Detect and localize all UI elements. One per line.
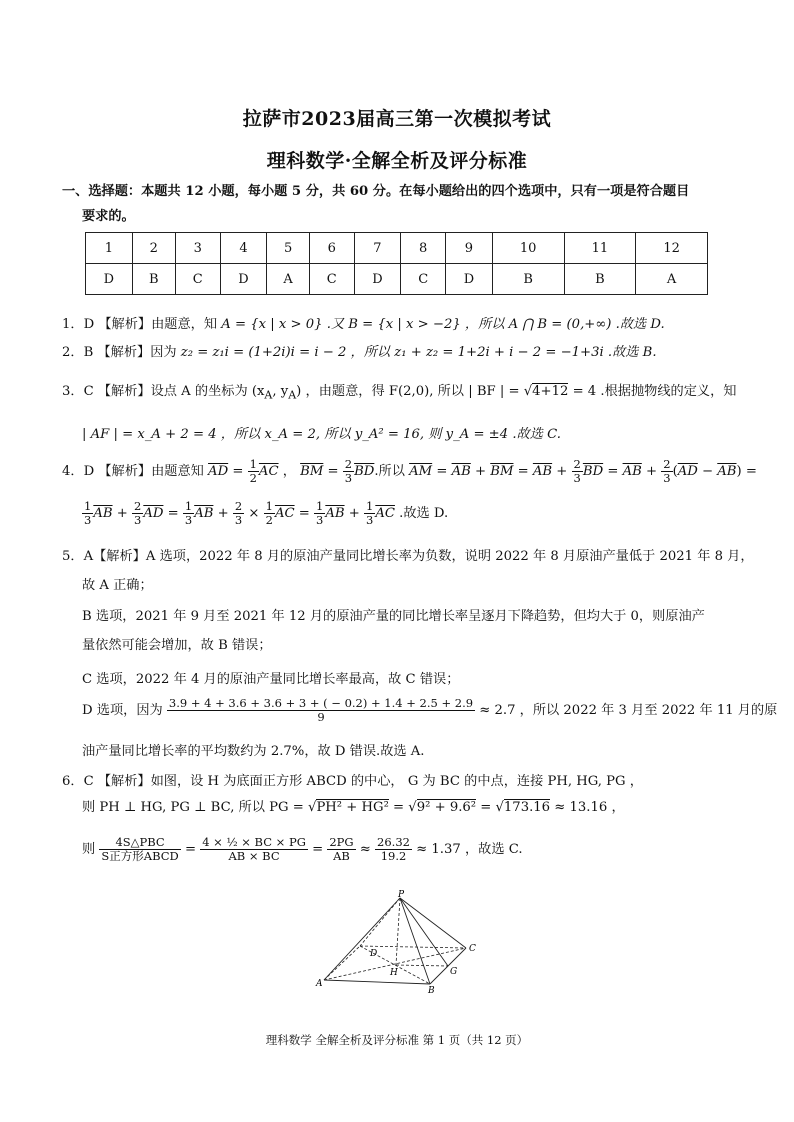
edge-ab — [324, 980, 430, 984]
answer-table-answer-cell: C — [401, 264, 446, 295]
answer-table-number-row — [86, 233, 708, 264]
segment-pg — [400, 898, 448, 966]
q5-line1: 5．A【解析】A 选项，2022 年 8 月的原油产量同比增长率为负数，说明 2022 年 8 月原油产量低于 2021 年 8 月， — [62, 549, 754, 564]
answer-table-number-cell: 4 — [220, 233, 267, 264]
q1-expr: A = {x | x > 0} .又 B = {x | x > −2} ，所以 A ⋂ B = (0,+∞) .故选 D. — [221, 317, 665, 332]
q6-frac4-num: 26.32 — [377, 835, 410, 849]
label-c: C — [469, 944, 476, 954]
q6-frac4-den: 19.2 — [380, 849, 407, 864]
q6-frac3-den: AB — [333, 849, 350, 864]
page-title: 拉萨市2023届高三第一次模拟考试 — [242, 108, 552, 130]
q3-text-e: ) ，由题意，得 F(2,0), 所以 | BF | = — [296, 384, 524, 399]
page-footer: 理科数学 全解全析及评分标准 第 1 页（共 12 页） — [265, 1033, 529, 1047]
answer-table-answer-cell: D — [354, 264, 401, 295]
answer-table-number-cell: 2 — [132, 233, 175, 264]
answer-table-number-cell: 5 — [267, 233, 309, 264]
answer-table-number-cell: 12 — [636, 233, 708, 264]
edge-pd-hidden — [360, 898, 400, 946]
q6-sqrt2: 9² + 9.6² — [416, 800, 477, 815]
answer-table-answer-cell: D — [86, 264, 133, 295]
q6-l2-b: = — [388, 800, 409, 815]
q6-line3: 则 $\frac{\text{4S△PBC}}{\text{S正方形ABCD}}$ = $\frac{\text{4 × ½ × BC × PG}}{AB \times BC}$ = $\frac{2PG}{AB}$ ≈ $\frac{26.32}{19.2}$ ≈ 1.37 ，故选 C. — [82, 835, 523, 864]
label-a: A — [316, 979, 323, 989]
answer-table-number-cell: 10 — [492, 233, 564, 264]
segment-hg-hidden — [396, 965, 448, 966]
q5-line5: C 选项，2022 年 4 月的原油产量同比增长率最高，故 C 错误； — [82, 672, 460, 687]
section-heading-cont: 要求的。 — [82, 209, 135, 224]
edge-dc-hidden — [360, 946, 466, 948]
q1-lead: 1．D 【解析】由题意，知 — [62, 317, 222, 332]
q6-l2-c: = — [476, 800, 496, 815]
answer-table-number-cell: 8 — [401, 233, 446, 264]
q5-line7: 油产量同比增长率的平均数约为 2.7%，故 D 错误.故选 A. — [82, 744, 425, 759]
q5-fraction — [167, 697, 475, 724]
q5-line4: 量依然可能会增加，故 B 错误； — [82, 638, 272, 653]
q5-frac-num: 3.9 + 4 + 3.6 + 3.6 + 3 + ( − 0.2) + 1.4 + 2.5 + 2.9 — [168, 696, 474, 710]
edge-pc — [400, 898, 466, 948]
label-h: H — [390, 968, 398, 978]
answer-table-answer-cell: D — [446, 264, 493, 295]
q3-solution-line2: | AF | = x_A + 2 = 4 ，所以 x_A = 2, 所以 y_A² = 16, 则 y_A = ±4 .故选 C. — [82, 427, 561, 442]
q3-sqrt: 4+12 — [532, 384, 569, 399]
q6-sqrt3: 173.16 — [503, 800, 551, 815]
q4-solution-line2: $\frac{1}{3}$ $\overline{AB}$ + $\frac{2}{3}$ $\overline{AD}$ = $\frac{1}{3}$ $\overline{AB}$ + $\frac{2}{3}$ × $\frac{1}{2}$ $\overline{AC}$ = $\frac{1}{3}$ $\overline{AB}$ + $\frac{1}{3}$ $\overline{AC}$ .故选 D. — [84, 499, 449, 528]
q5-line2: 故 A 正确； — [82, 578, 153, 593]
label-d: D — [370, 949, 378, 959]
q2-lead: 2．B 【解析】因为 — [62, 345, 181, 360]
q6-l3-e: ≈ 1.37 ，故选 C. — [411, 842, 523, 858]
q3-sub-a: A — [264, 388, 273, 402]
q6-frac2-den: AB × BC — [228, 849, 280, 864]
answer-table-answer-cell: B — [132, 264, 175, 295]
q2-solution — [62, 341, 657, 360]
edge-ad-hidden — [324, 946, 360, 980]
q3-text-f: = 4 .根据抛物线的定义，知 — [568, 384, 737, 399]
q6-frac2 — [200, 836, 308, 863]
q2-expr: z₂ = z₁i = (1+2i)i = i − 2 ，所以 z₁ + z₂ = 1+2i + i − 2 = −1+3i .故选 B. — [180, 345, 657, 360]
answer-table-number-cell: 7 — [354, 233, 401, 264]
page-subtitle: 理科数学·全解全析及评分标准 — [266, 150, 528, 172]
answer-table-answer-cell: A — [636, 264, 708, 295]
answer-table-answer-cell: D — [220, 264, 267, 295]
q4-solution-line1: 4．D 【解析】由题意知 $\overline{AD}$ = $\frac{1}{2}$ $\overline{AC}$ ， $\overline{BM}$ = $\frac{2}{3}$ $\overline{BD}$.所以 $\overline{AM} = \overline{AB} + \overline{BM} = \overline{AB}$ + $\frac{2}{3}$ $\overline{BD} = \overline{AB}$ + $\frac{2}{3}$ $(\overline{AD} - \overline{AB})$ = — [62, 457, 757, 486]
q5-frac-den: 9 — [317, 710, 325, 725]
answer-table-answer-row — [86, 264, 708, 295]
answer-table-answer-cell: B — [564, 264, 636, 295]
q3-text-a: 3．C 【解析】设点 A 的坐标为 (x — [62, 384, 265, 399]
answer-table-number-cell: 11 — [564, 233, 636, 264]
q6-sqrt1: PH² + HG² — [316, 800, 389, 815]
answer-table-number-cell: 6 — [309, 233, 354, 264]
q6-frac3 — [327, 836, 355, 863]
q6-l2-d: ≈ 13.16 ， — [550, 800, 625, 815]
segment-ph-hidden — [396, 898, 400, 965]
answer-table-answer-cell: B — [492, 264, 564, 295]
q6-frac4 — [375, 836, 412, 863]
q1-solution — [62, 313, 665, 332]
q3-solution-line1: 3．C 【解析】设点 A 的坐标为 ($x_A$, $y_A$) ，由题意，得 F(2,0), 所以 | BF | = √4+12 = 4 .根据抛物线的定义，知 — [62, 384, 737, 402]
q6-line2: 则 PH ⊥ HG, PG ⊥ BC, 所以 PG = √PH² + HG² = √9² + 9.6² = √173.16 ≈ 13.16 ， — [82, 800, 625, 815]
q6-frac3-num: 2PG — [329, 835, 354, 849]
q3-text-c: , y — [272, 384, 289, 399]
label-p: P — [398, 890, 405, 900]
answer-table-number-cell: 1 — [86, 233, 133, 264]
section-heading: 一、选择题：本题共 12 小题，每小题 5 分，共 60 分。在每小题给出的四个选项中，只有一项是符合题目 — [62, 184, 690, 199]
answer-table-number-cell: 9 — [446, 233, 493, 264]
q4-lead: 4．D 【解析】由题意知 — [62, 464, 209, 480]
pyramid-figure — [312, 890, 492, 996]
label-g: G — [450, 967, 458, 977]
q6-line1: 6．C 【解析】如图，设 H 为底面正方形 ABCD 的中心， G 为 BC 的中点，连接 PH, HG, PG ， — [62, 774, 643, 789]
q5-l6-a: D 选项，因为 — [82, 703, 167, 719]
edge-pa — [324, 898, 400, 980]
answer-table-answer-cell: A — [267, 264, 309, 295]
label-b: B — [428, 986, 435, 996]
q6-frac1-den: S正方形ABCD — [101, 849, 179, 864]
q5-l6-b: ≈ 2.7 ，所以 2022 年 3 月至 2022 年 11 月的原 — [475, 703, 778, 719]
q4-tail: .所以 — [374, 464, 410, 480]
answer-table — [85, 232, 708, 295]
answer-table-answer-cell: C — [175, 264, 220, 295]
q6-frac1-num: 4S△PBC — [99, 836, 180, 850]
q6-l3-a: 则 — [82, 842, 100, 858]
q4-end: .故选 D. — [399, 506, 449, 522]
q5-line6 — [82, 697, 777, 724]
q6-frac2-num: 4 × ½ × BC × PG — [202, 835, 306, 849]
answer-table-answer-cell: C — [309, 264, 354, 295]
q6-l2-a: 则 PH ⊥ HG, PG ⊥ BC, 所以 PG = — [82, 800, 309, 815]
q6-frac1 — [99, 836, 180, 863]
q5-line3: B 选项，2021 年 9 月至 2021 年 12 月的原油产量的同比增长率呈逐月下降趋势，但均大于 0，则原油产 — [82, 609, 705, 624]
answer-table-number-cell: 3 — [175, 233, 220, 264]
q3-sub-b: A — [288, 388, 297, 402]
edge-pb — [400, 898, 430, 984]
